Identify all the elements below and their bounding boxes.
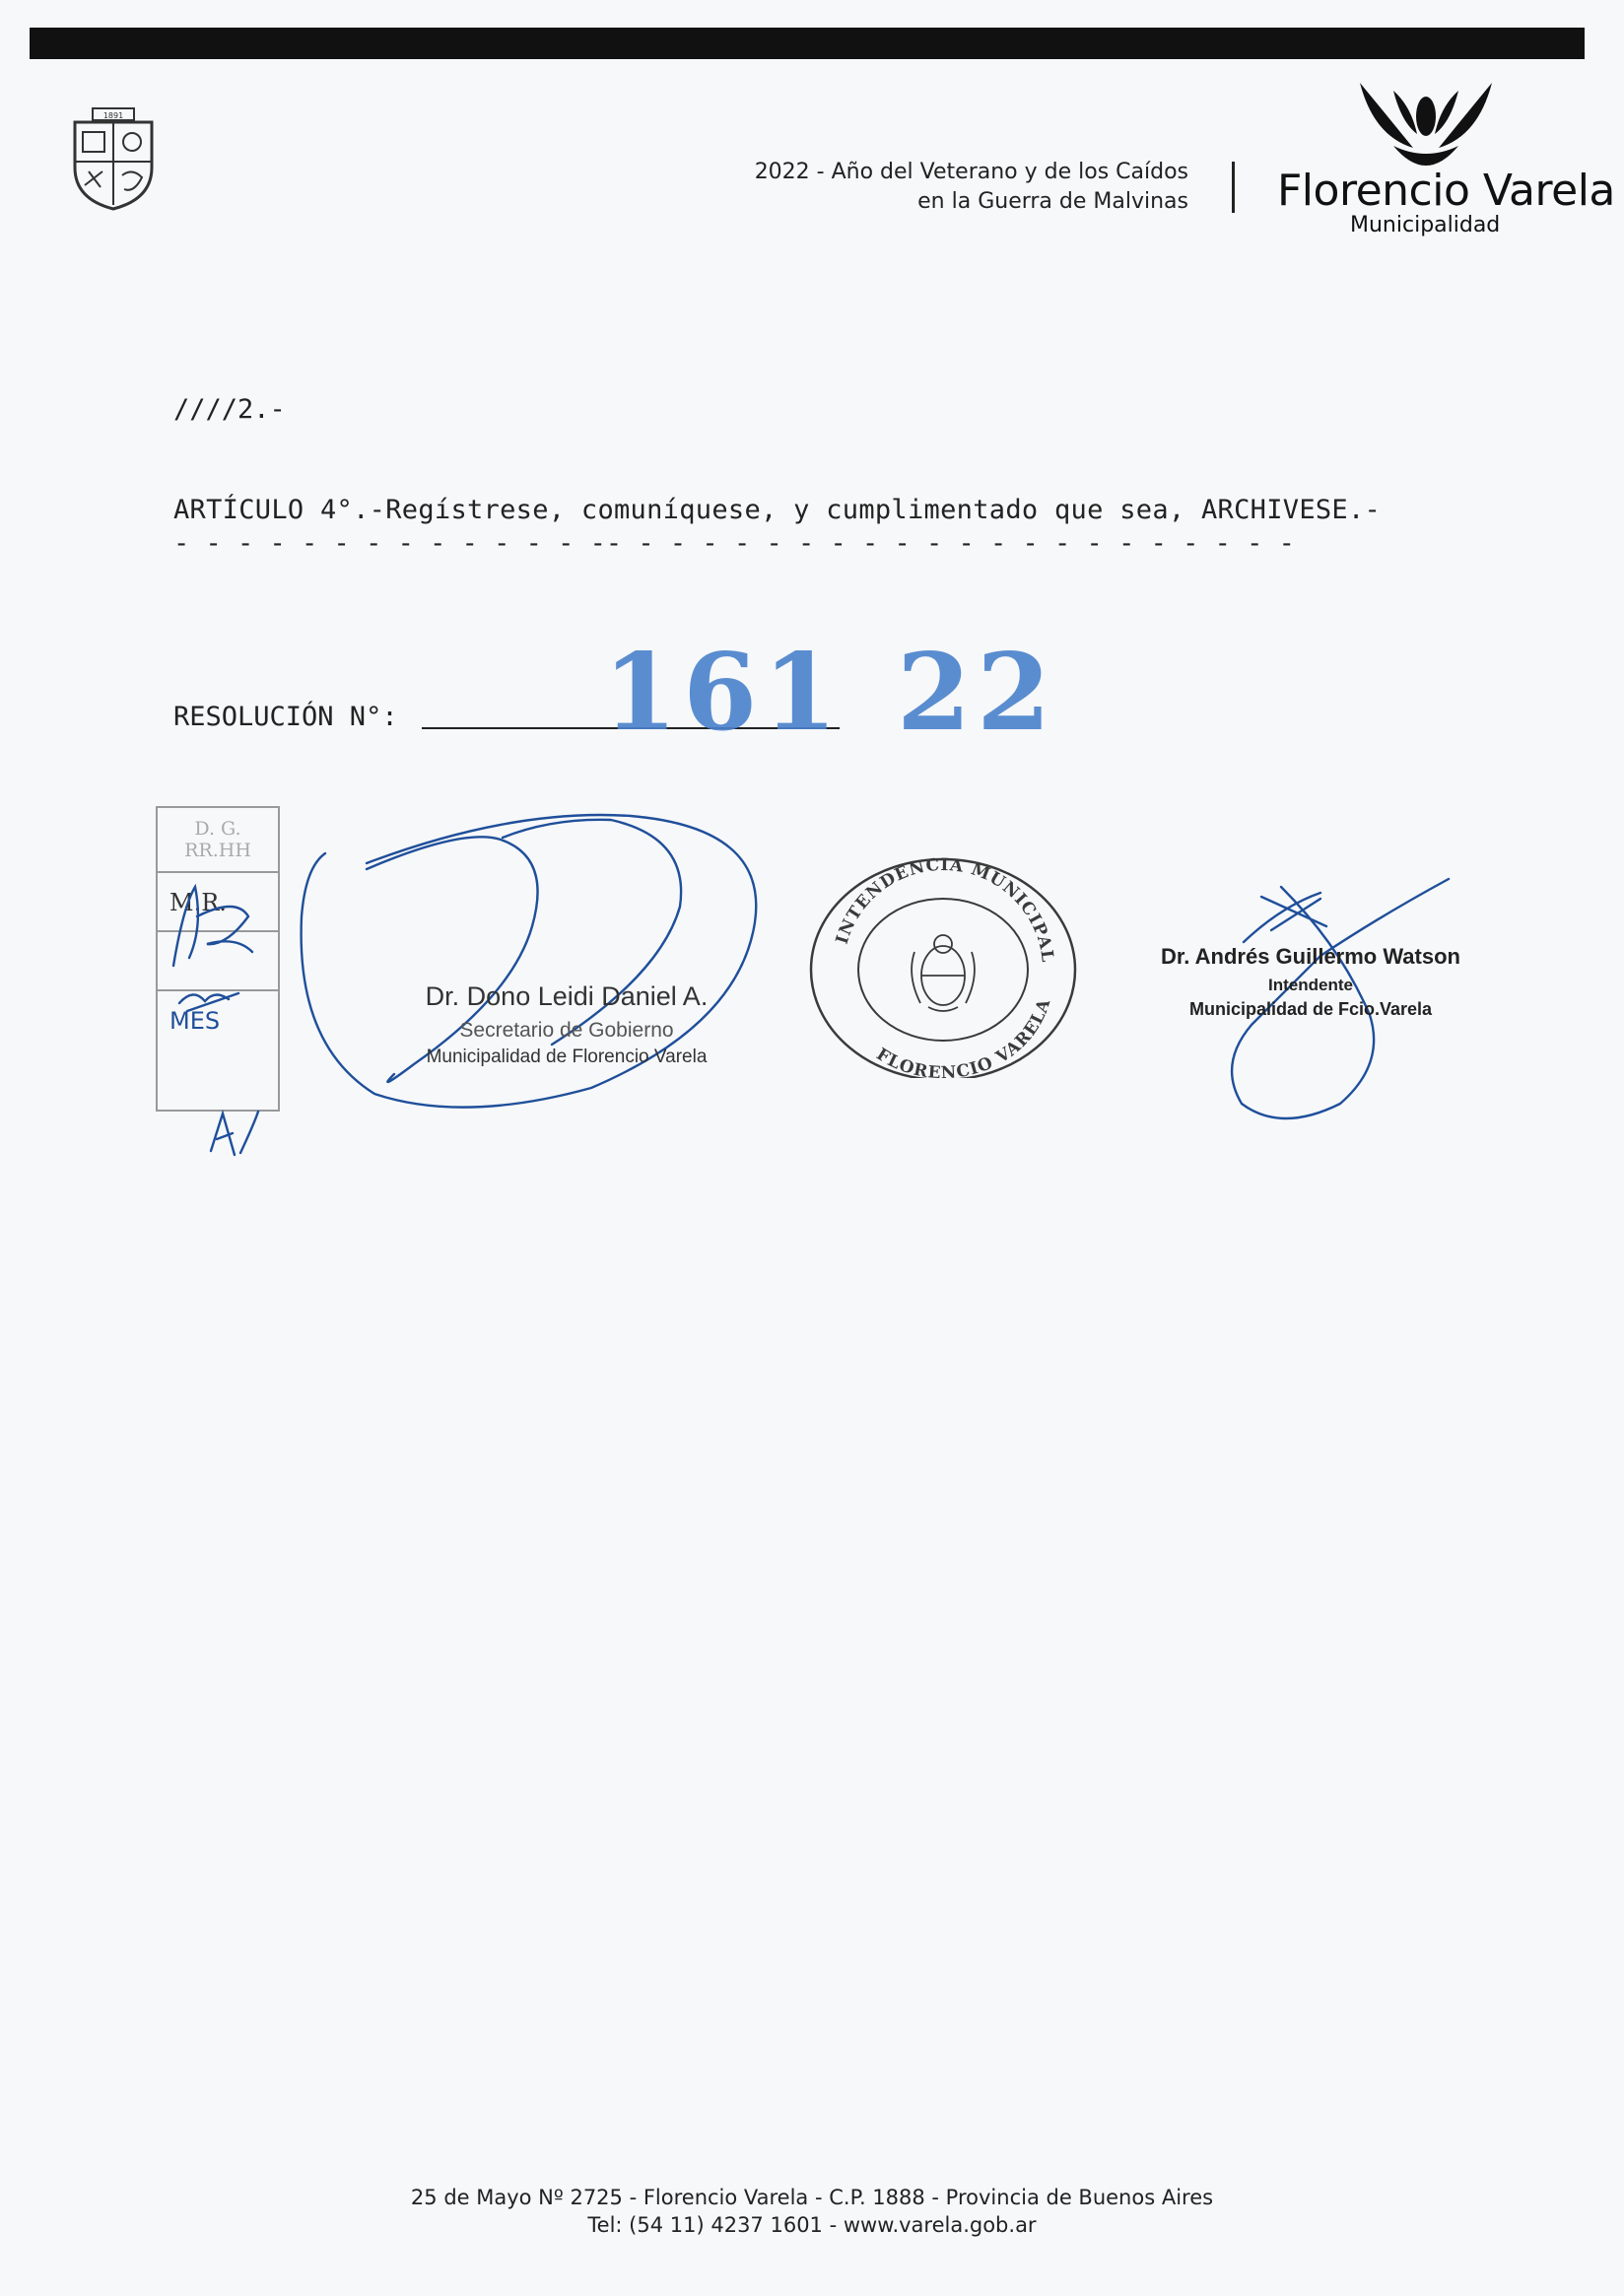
florencio-varela-logo-icon: [1354, 77, 1498, 171]
municipal-crest-icon: [71, 106, 156, 211]
page-marker: ////2.-: [173, 394, 286, 425]
rrhh-box-title: [158, 808, 278, 873]
motto-line-1: 2022 - Año del Veterano y de los Caídos: [754, 160, 1188, 184]
rrhh-title-line-2: RR.HH: [184, 840, 251, 861]
footer-address: 25 de Mayo Nº 2725 - Florencio Varela - C.P. 1888 - Provincia de Buenos Aires: [410, 2186, 1214, 2209]
right-signatory-name: Dr. Andrés Guillermo Watson: [1161, 944, 1460, 969]
seal-top-text: INTENDENCIA MUNICIPAL: [832, 854, 1057, 965]
left-signatory-title: Secretario de Gobierno: [459, 1019, 674, 1042]
rrhh-approval-box: [156, 806, 280, 1112]
year-motto: [755, 158, 1188, 217]
left-signatory-org: Municipalidad de Florencio Varela: [426, 1047, 708, 1067]
right-signatory-title: Intendente: [1268, 976, 1353, 994]
right-signatory-org: Municipalidad de Fcio.Varela: [1188, 999, 1433, 1019]
argentine-coat-of-arms-icon: [912, 935, 975, 1011]
footer-contact: Tel: (54 11) 4237 1601 - www.varela.gob.ar: [587, 2213, 1037, 2237]
svg-text:1891: 1891: [102, 111, 124, 120]
header-divider: [1232, 162, 1235, 213]
logo-name: Florencio Varela: [1277, 166, 1615, 216]
rrhh-row-2: [158, 932, 278, 991]
municipal-seal-stamp: [804, 842, 1082, 1078]
resolution-label: RESOLUCIÓN N°:: [173, 702, 398, 732]
article-4-text: ARTÍCULO 4°.-Regístrese, comuníquese, y cumplimentado que sea, ARCHIVESE.-: [173, 495, 1382, 525]
svg-text:FLORENCIO VARELA: [873, 996, 1055, 1078]
top-black-bar: [30, 28, 1585, 59]
left-signatory-name: Dr. Dono Leidi Daniel A.: [425, 981, 709, 1011]
resolution-number-stamp: 161: [603, 631, 844, 755]
rrhh-title-line-1: D. G.: [194, 818, 241, 840]
dash-filler: - - - - - - - - - - - - - -- - - - - - - - - - - - - - - - - - - - - -: [173, 528, 1295, 559]
resolution-year-stamp: 22: [897, 631, 1057, 755]
rrhh-row-1: M.R.: [158, 873, 278, 932]
seal-bottom-text: FLORENCIO VARELA: [872, 995, 1055, 1078]
rrhh-row-3: MES: [169, 1007, 221, 1035]
footer: [0, 2184, 1624, 2239]
motto-line-2: en la Guerra de Malvinas: [917, 189, 1188, 214]
logo-subtitle: Municipalidad: [1350, 213, 1501, 237]
